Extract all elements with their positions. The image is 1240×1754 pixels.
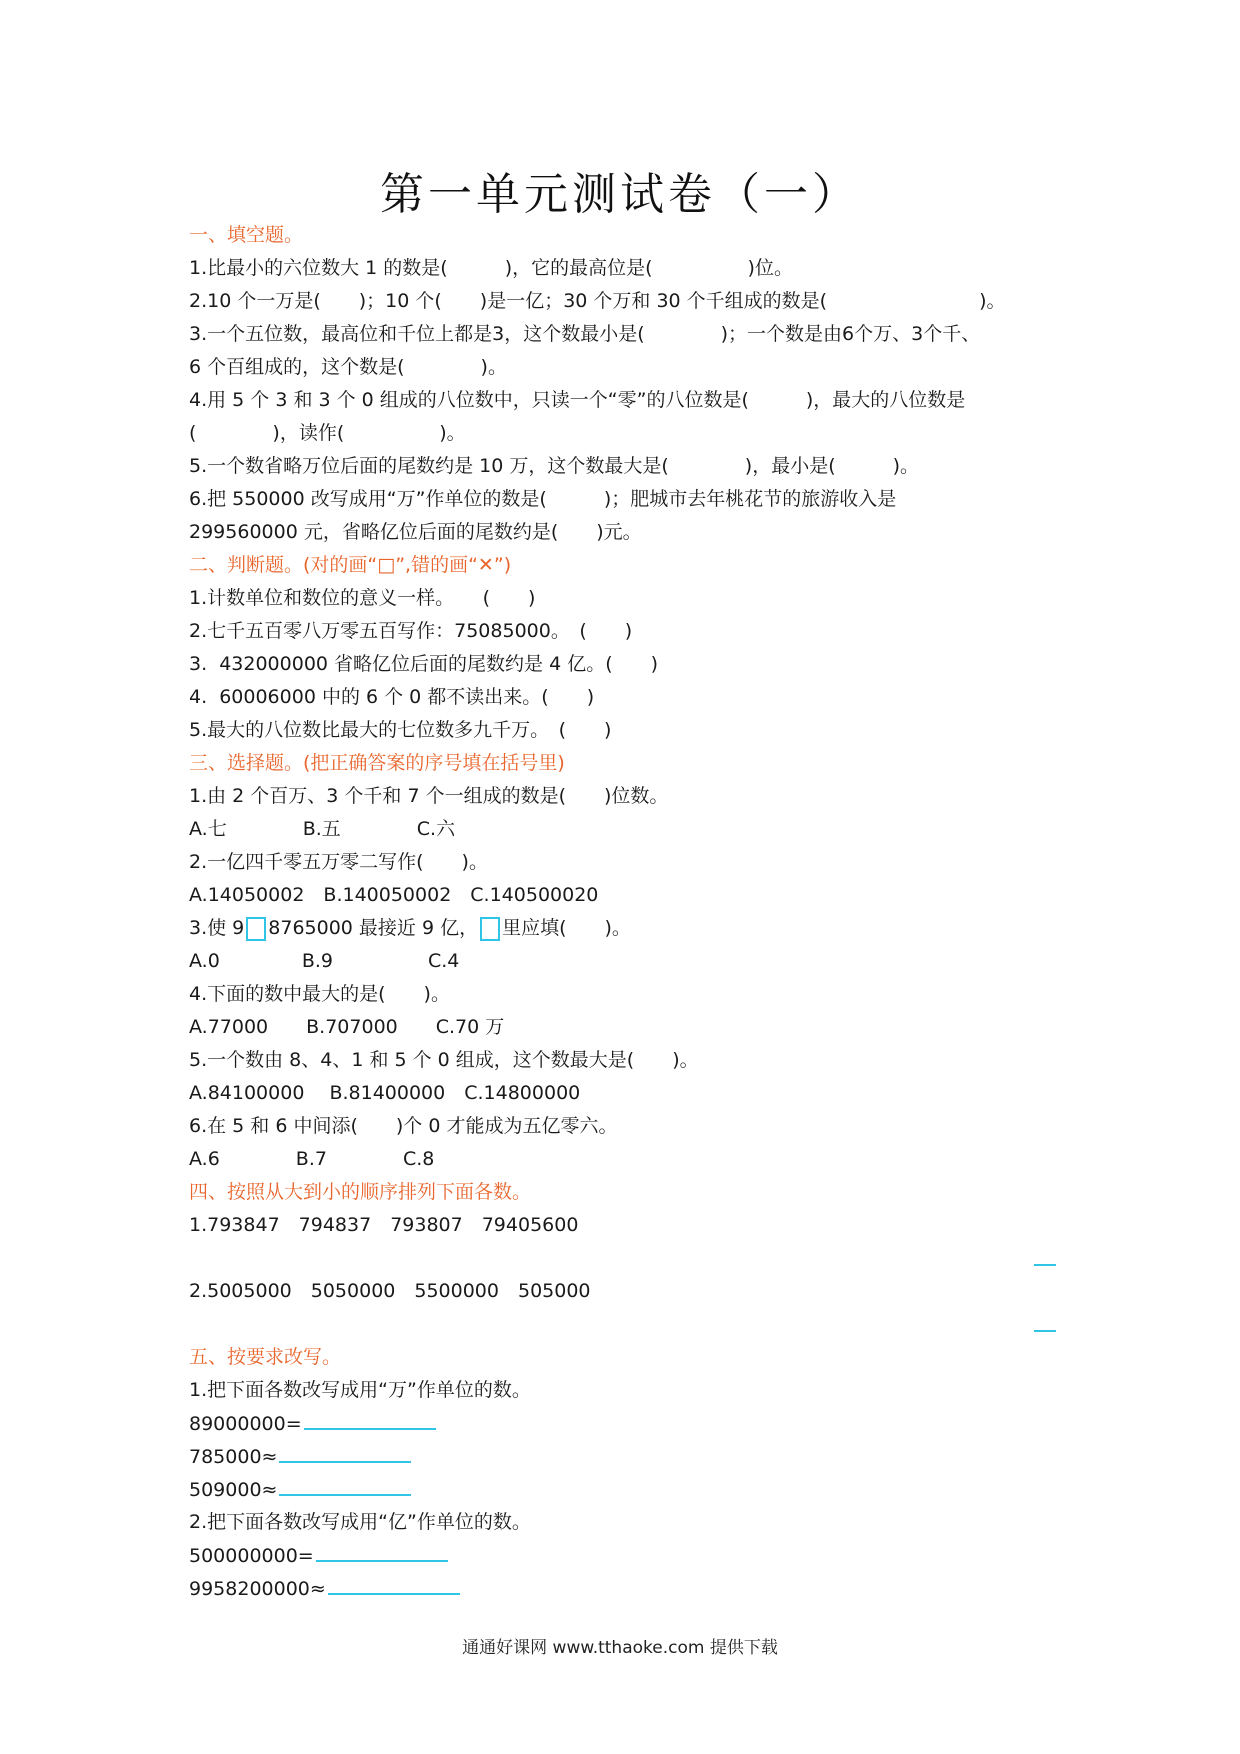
choice-options-6: A.6 B.7 C.8: [189, 1148, 435, 1170]
fill-question-5: 5.一个数省略万位后面的尾数约是 10 万，这个数最大是( )，最小是( )。: [189, 455, 920, 477]
rewrite-item-c-text: 509000≈: [189, 1479, 278, 1501]
choice-question-6: 6.在 5 和 6 中间添( )个 0 才能成为五亿零六。: [189, 1115, 618, 1137]
rewrite-item-b-text: 785000≈: [189, 1446, 278, 1468]
fill-question-2: 2.10 个一万是( )；10 个( )是一亿；30 个万和 30 个千组成的数是( )。: [189, 290, 1006, 312]
judge-question-3: 3. 432000000 省略亿位后面的尾数约是 4 亿。( ): [189, 653, 659, 675]
answer-line[interactable]: [279, 1476, 411, 1496]
section-choice-heading: 三、选择题。(把正确答案的序号填在括号里): [189, 752, 565, 774]
choice-options-4: A.77000 B.707000 C.70 万: [189, 1016, 505, 1038]
rewrite-item-e-text: 9958200000≈: [189, 1578, 326, 1600]
rewrite-question-2: 2.把下面各数改写成用“亿”作单位的数。: [189, 1511, 531, 1533]
fill-question-4a: 4.用 5 个 3 和 3 个 0 组成的八位数中，只读一个“零”的八位数是( )，最大的八位数是: [189, 389, 966, 411]
fill-question-6a: 6.把 550000 改写成用“万”作单位的数是( )；肥城市去年桃花节的旅游收入是: [189, 488, 897, 510]
order-question-1: 1.793847 794837 793807 79405600: [189, 1214, 579, 1236]
rewrite-item-a-text: 89000000=: [189, 1413, 302, 1435]
answer-box[interactable]: [246, 917, 266, 941]
choice-question-1: 1.由 2 个百万、3 个千和 7 个一组成的数是( )位数。: [189, 785, 669, 807]
rewrite-item-a: [189, 1410, 436, 1437]
section-judge-heading: 二、判断题。(对的画“□”,错的画“✕”): [189, 554, 512, 576]
answer-line[interactable]: [316, 1542, 448, 1562]
choice-question-4: 4.下面的数中最大的是( )。: [189, 983, 450, 1005]
page-title: 第一单元测试卷（一）: [380, 169, 860, 220]
answer-line[interactable]: [328, 1575, 460, 1595]
judge-question-4: 4. 60006000 中的 6 个 0 都不读出来。( ): [189, 686, 595, 708]
section-rewrite-heading: 五、按要求改写。: [189, 1346, 342, 1368]
answer-line[interactable]: [1034, 1264, 1056, 1266]
rewrite-item-c: [189, 1476, 411, 1503]
order-question-2: 2.5005000 5050000 5500000 505000: [189, 1280, 591, 1302]
choice-question-5: 5.一个数由 8、4、1 和 5 个 0 组成，这个数最大是( )。: [189, 1049, 699, 1071]
section-order-heading: 四、按照从大到小的顺序排列下面各数。: [189, 1181, 532, 1203]
answer-line[interactable]: [1034, 1330, 1056, 1332]
judge-question-5: 5.最大的八位数比最大的七位数多九千万。 ( ): [189, 719, 612, 741]
choice-question-3: [189, 915, 631, 941]
judge-question-1: 1.计数单位和数位的意义一样。 ( ): [189, 587, 536, 609]
judge-question-2: 2.七千五百零八万零五百写作：75085000。 ( ): [189, 620, 633, 642]
fill-question-1: 1.比最小的六位数大 1 的数是( )，它的最高位是( )位。: [189, 257, 793, 279]
fill-question-3b: 6 个百组成的，这个数是( )。: [189, 356, 507, 378]
rewrite-item-d-text: 500000000=: [189, 1545, 314, 1567]
choice-options-1: A.七 B.五 C.六: [189, 818, 456, 840]
fill-question-6b: 299560000 元，省略亿位后面的尾数约是( )元。: [189, 521, 642, 543]
section-fill-heading: 一、填空题。: [189, 224, 304, 246]
rewrite-item-b: [189, 1443, 411, 1470]
choice-q3-prefix: 3.使 9: [189, 917, 245, 939]
choice-options-3: A.0 B.9 C.4: [189, 950, 460, 972]
answer-line[interactable]: [279, 1443, 411, 1463]
rewrite-item-d: [189, 1542, 448, 1569]
choice-q3-suffix: 里应填( )。: [502, 917, 631, 939]
answer-box[interactable]: [480, 917, 500, 941]
fill-question-3a: 3.一个五位数，最高位和千位上都是3，这个数最小是( )；一个数是由6个万、3个千、: [189, 323, 981, 345]
rewrite-question-1: 1.把下面各数改写成用“万”作单位的数。: [189, 1379, 531, 1401]
rewrite-item-e: [189, 1575, 460, 1602]
choice-options-5: A.84100000 B.81400000 C.14800000: [189, 1082, 581, 1104]
choice-q3-middle: 8765000 最接近 9 亿，: [268, 917, 479, 939]
footer-credit: 通通好课网 www.tthaoke.com 提供下载: [462, 1638, 778, 1658]
answer-line[interactable]: [304, 1410, 436, 1430]
fill-question-4b: ( )，读作( )。: [189, 422, 466, 444]
choice-question-2: 2.一亿四千零五万零二写作( )。: [189, 851, 488, 873]
choice-options-2: A.14050002 B.140050002 C.140500020: [189, 884, 599, 906]
